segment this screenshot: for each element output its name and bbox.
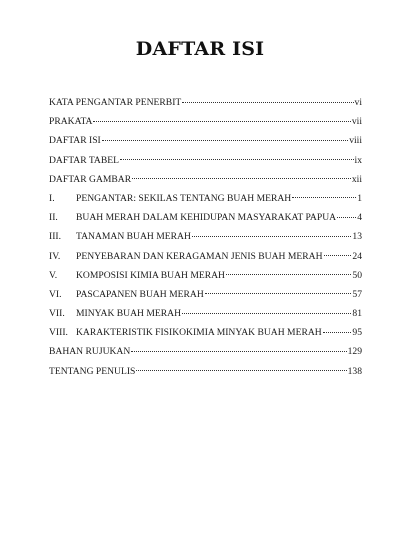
chapter-number: VIII.	[49, 327, 68, 339]
page-number: xii	[351, 173, 362, 185]
toc-entry	[49, 247, 362, 266]
chapter-number: II.	[49, 212, 58, 224]
dot-leader	[182, 102, 353, 103]
toc-entry-label: BAHAN RUJUKAN	[49, 346, 131, 358]
page-number: 13	[352, 231, 362, 243]
toc-entry-label: KARAKTERISTIK FISIKOKIMIA MINYAK BUAH MERAH	[76, 327, 322, 339]
toc-entry-label: DAFTAR TABEL	[49, 154, 119, 166]
toc-entry-label: KOMPOSISI KIMIA BUAH MERAH	[76, 269, 225, 281]
dot-leader	[324, 255, 352, 256]
dot-leader	[337, 217, 356, 218]
toc-entry	[49, 189, 362, 208]
toc-entry-label: KATA PENGANTAR PENERBIT	[49, 97, 182, 108]
toc-entry	[49, 304, 362, 323]
toc-entry	[49, 342, 362, 361]
page-number: 138	[347, 365, 362, 377]
toc-entry-label: DAFTAR GAMBAR	[49, 173, 132, 185]
chapter-number: VII.	[49, 308, 65, 320]
page-number: vii	[351, 116, 362, 128]
dot-leader	[226, 274, 351, 275]
page-number: 95	[352, 327, 362, 339]
chapter-number: V.	[49, 269, 58, 281]
dot-leader	[323, 332, 352, 333]
toc-entry-label: DAFTAR ISI	[49, 135, 101, 147]
chapter-number: IV.	[49, 250, 61, 262]
page-number: 81	[352, 308, 362, 320]
dot-leader	[292, 197, 356, 198]
toc-entry	[49, 227, 362, 246]
dot-leader	[132, 178, 351, 179]
dot-leader	[131, 351, 346, 352]
toc-entry	[49, 266, 362, 285]
page-number: 4	[357, 212, 362, 224]
toc-entry	[49, 112, 362, 131]
toc-entry	[49, 323, 362, 342]
dot-leader	[102, 140, 348, 141]
dot-leader	[136, 370, 346, 371]
chapter-number: III.	[49, 231, 61, 243]
dot-leader	[93, 121, 350, 122]
table-of-contents	[49, 93, 362, 381]
chapter-number: I.	[49, 192, 55, 204]
page-number: vi	[354, 97, 362, 108]
toc-entry-label: BUAH MERAH DALAM KEHIDUPAN MASYARAKAT PAPUA	[76, 212, 337, 224]
toc-entry	[49, 170, 362, 189]
chapter-number: VI.	[49, 288, 62, 300]
page-number: viii	[349, 135, 362, 147]
toc-entry	[49, 151, 362, 170]
page-number: 129	[347, 346, 362, 358]
page-number: 24	[352, 250, 362, 262]
toc-entry	[49, 93, 362, 112]
toc-entry-label: PENYEBARAN DAN KERAGAMAN JENIS BUAH MERAH	[76, 250, 323, 262]
page-number: 50	[352, 269, 362, 281]
toc-entry-label: PASCAPANEN BUAH MERAH	[76, 288, 204, 300]
page-number: 57	[352, 288, 362, 300]
dot-leader	[120, 159, 354, 160]
toc-entry-label: PENGANTAR: SEKILAS TENTANG BUAH MERAH	[76, 192, 292, 204]
toc-entry-label: TANAMAN BUAH MERAH	[76, 231, 191, 243]
dot-leader	[205, 293, 352, 294]
toc-entry	[49, 131, 362, 150]
dot-leader	[192, 236, 352, 237]
toc-entry-label: TENTANG PENULIS	[49, 365, 136, 377]
toc-entry	[49, 362, 362, 381]
page-number: ix	[354, 154, 362, 166]
toc-entry-label: PRAKATA	[49, 116, 93, 128]
dot-leader	[182, 313, 351, 314]
toc-entry-label: MINYAK BUAH MERAH	[76, 308, 182, 320]
toc-entry	[49, 285, 362, 304]
toc-entry	[49, 208, 362, 227]
page-title: DAFTAR ISI	[135, 38, 265, 60]
page-number: 1	[357, 192, 362, 204]
